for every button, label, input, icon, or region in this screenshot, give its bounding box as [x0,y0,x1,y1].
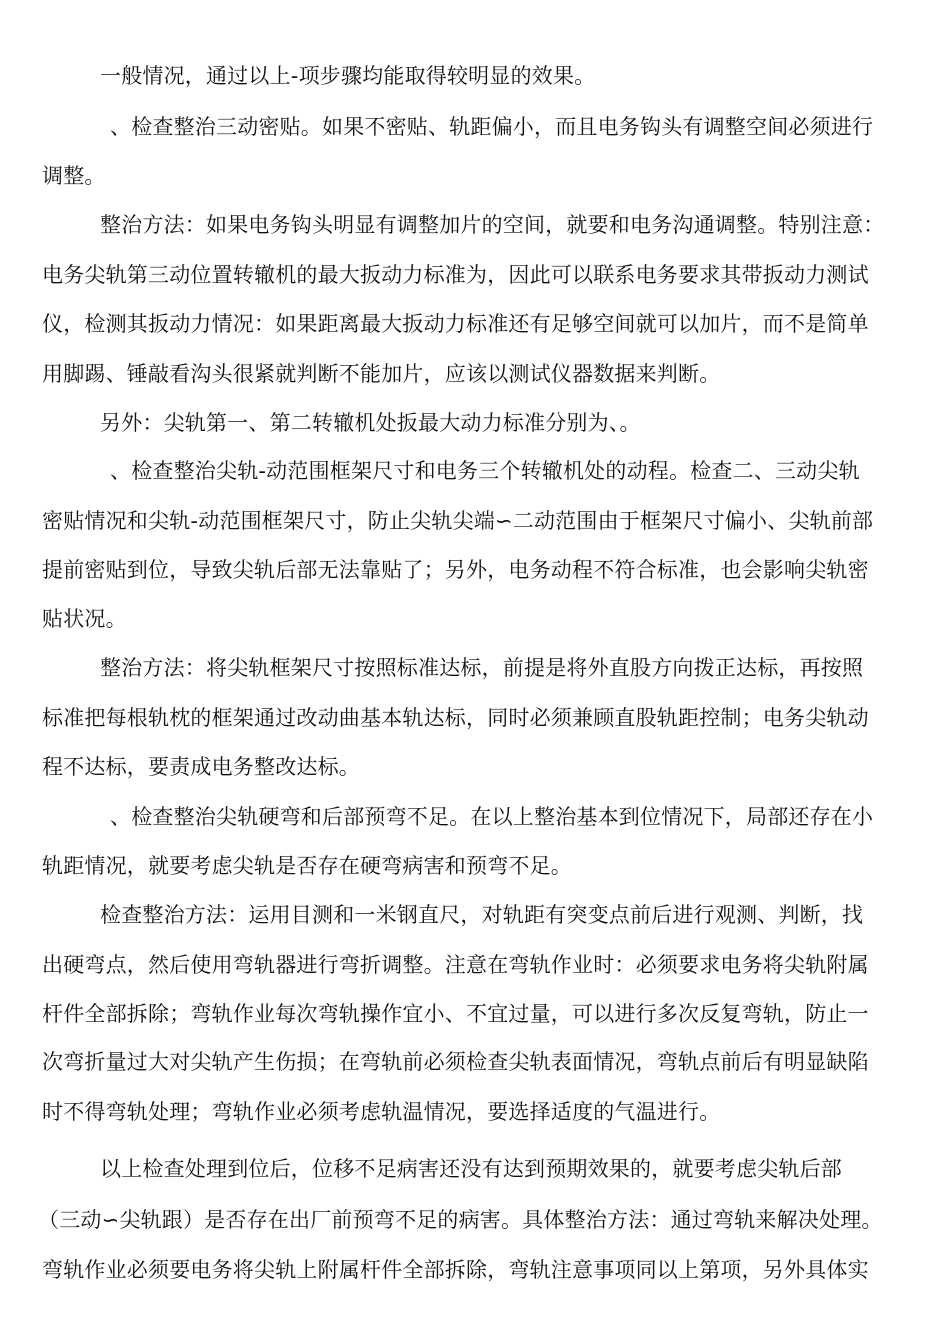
text-line-14: 标准把每根轨枕的框架通过改动曲基本轨达标，同时必须兼顾直股轨距控制；电务尖轨动 [42,706,869,730]
text-line-7: 用脚踢、锤敲看沟头很紧就判断不能加片，应该以测试仪器数据来判断。 [42,362,721,386]
text-line-22: 时不得弯轨处理；弯轨作业必须考虑轨温情况，要选择适度的气温进行。 [42,1100,721,1124]
text-line-12: 贴状况。 [42,607,127,631]
text-line-23: 以上检查处理到位后，位移不足病害还没有达到预期效果的，就要考虑尖轨后部 [100,1157,842,1181]
text-line-8: 另外：尖轨第一、第二转辙机处扳最大动力标准分别为、。 [100,411,641,435]
text-line-20: 杆件全部拆除；弯轨作业每次弯轨操作宜小、不宜过量，可以进行多次反复弯轨，防止一 [42,1002,869,1026]
text-line-9: 、检查整治尖轨-动范围框架尺寸和电务三个转辙机处的动程。检查二、三动尖轨 [110,459,860,483]
text-line-25: 弯轨作业必须要电务将尖轨上附属杆件全部拆除，弯轨注意事项同以上第项，另外具体实 [42,1258,869,1282]
text-line-15: 程不达标，要责成电务整改达标。 [42,755,360,779]
text-line-10: 密贴情况和尖轨-动范围框架尺寸，防止尖轨尖端∽二动范围由于框架尺寸偏小、尖轨前部 [42,509,874,533]
text-line-18: 检查整治方法：运用目测和一米钢直尺，对轨距有突变点前后进行观测、判断，找 [100,903,864,927]
text-line-6: 仪，检测其扳动力情况：如果距离最大扳动力标准还有足够空间就可以加片，而不是简单 [42,312,869,336]
text-line-3: 调整。 [42,164,106,188]
text-line-1: 一般情况，通过以上-项步骤均能取得较明显的效果。 [100,64,596,88]
text-line-11: 提前密贴到位，导致尖轨后部无法靠贴了；另外，电务动程不符合标准，也会影响尖轨密 [42,558,869,582]
text-line-5: 电务尖轨第三动位置转辙机的最大扳动力标准为，因此可以联系电务要求其带扳动力测试 [42,263,869,287]
text-line-21: 次弯折量过大对尖轨产生伤损；在弯轨前必须检查尖轨表面情况，弯轨点前后有明显缺陷 [42,1050,869,1074]
text-line-16: 、检查整治尖轨硬弯和后部预弯不足。在以上整治基本到位情况下，局部还存在小 [110,805,874,829]
text-line-2: 、检查整治三动密贴。如果不密贴、轨距偏小，而且电务钩头有调整空间必须进行 [110,115,874,139]
text-line-4: 整治方法：如果电务钩头明显有调整加片的空间，就要和电务沟通调整。特别注意： [100,213,885,237]
text-line-13: 整治方法：将尖轨框架尺寸按照标准达标，前提是将外直股方向拨正达标，再按照 [100,656,864,680]
text-line-24: （三动∽尖轨跟）是否存在出厂前预弯不足的病害。具体整治方法：通过弯轨来解决处理。 [38,1208,883,1232]
text-line-17: 轨距情况，就要考虑尖轨是否存在硬弯病害和预弯不足。 [42,854,572,878]
text-line-19: 出硬弯点，然后使用弯轨器进行弯折调整。注意在弯轨作业时：必须要求电务将尖轨附属 [42,953,869,977]
